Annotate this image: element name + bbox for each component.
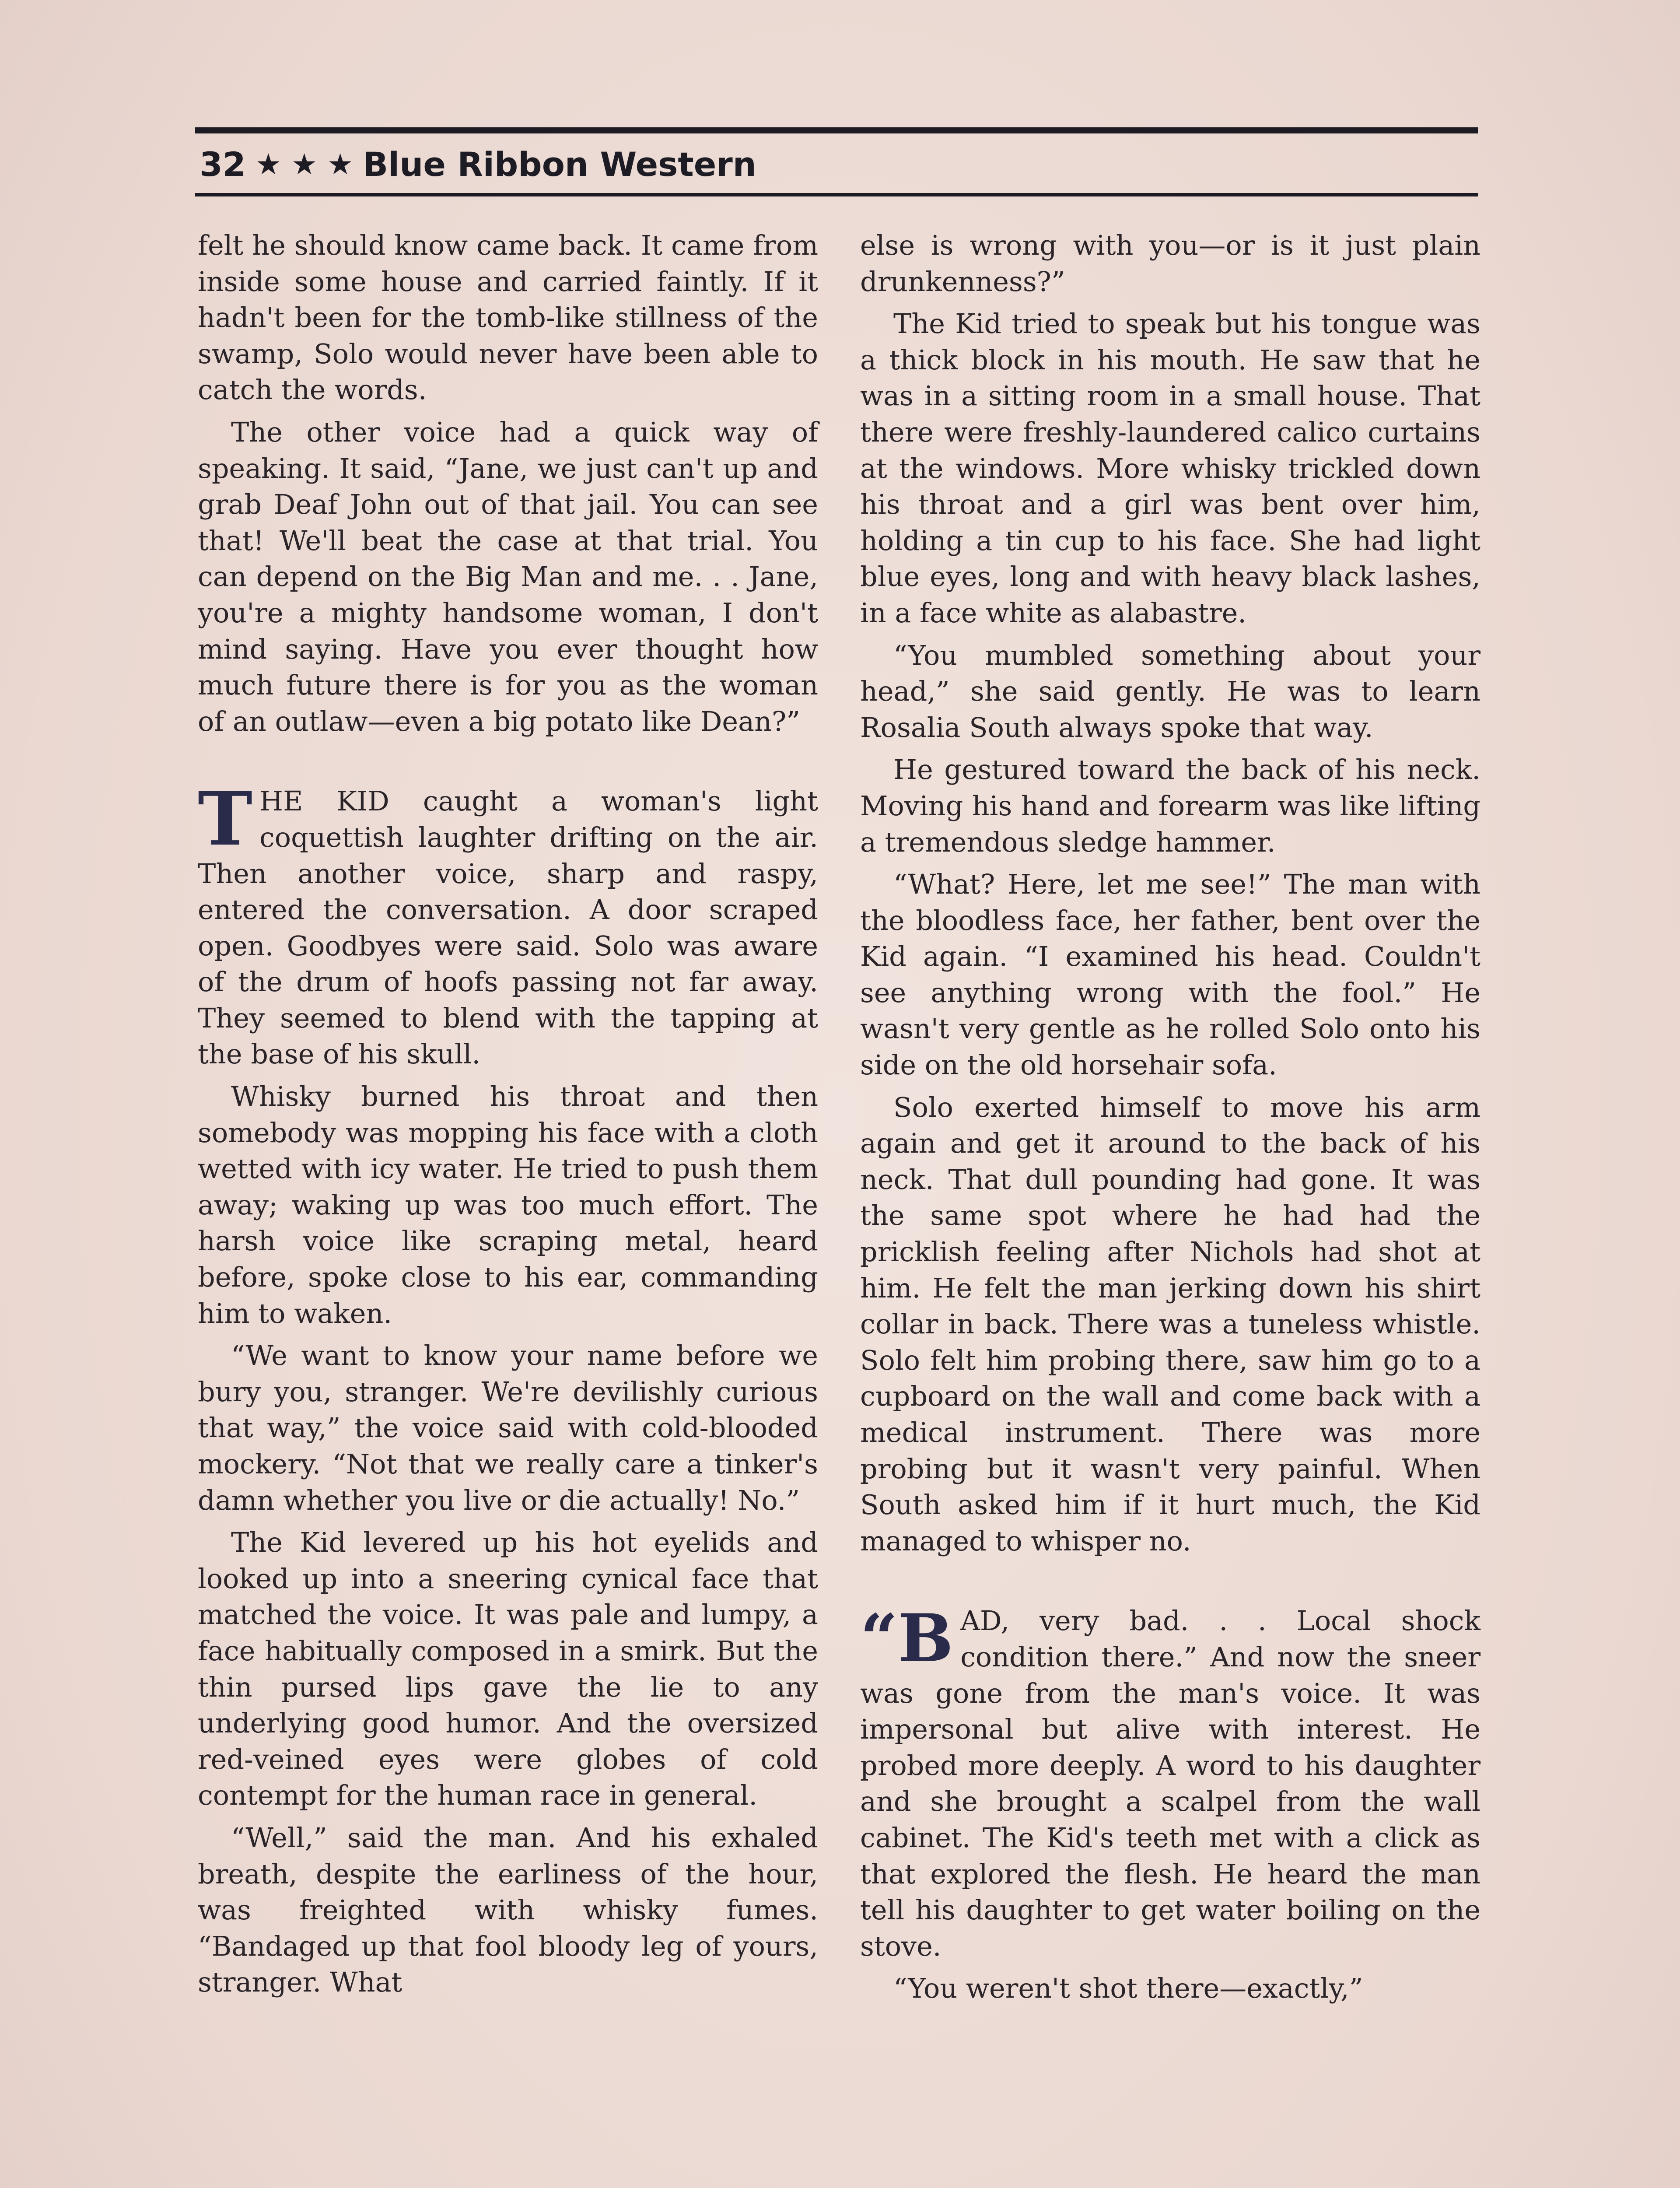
paragraph: The Kid levered up his hot eyelids and looked up into a sneering cynical face that matched the voice. It was pale and lumpy, a face habitually composed in a smirk. But the thin pursed lips gave the lie to any underlying good humor. And the oversized red-veined eyes were globes of cold contempt for the human race in general. (198, 1526, 818, 1812)
paragraph-text: AD, very bad. . . Local shock condition there.” And now the sneer was gone from the man's voice. It was impersonal but alive with interest. He probed more deeply. A word to his daughter and she brought a scalpel from the wall cabinet. The Kid's teeth met with a click as that explored the flesh. He heard the man tell his daughter to get water boiling on the stove. (860, 1605, 1480, 1962)
paragraph-text: HE KID caught a woman's light coquettish laughter drifting on the air. Then another voice, sharp and raspy, entered the conversation. A door scraped open. Goodbyes were said. Solo was aware of the drum of hoofs passing not far away. They seemed to blend with the tapping at the base of his skull. (198, 785, 818, 1070)
paragraph: The Kid tried to speak but his tongue was a thick block in his mouth. He saw that he was in a sitting room in a small house. That there were freshly-laundered calico curtains at the windows. More whisky trickled down his throat and a girl was bent over him, holding a tin cup to his face. She had light blue eyes, long and with heavy black lashes, in a face white as alabastre. (860, 308, 1480, 629)
paragraph: felt he should know came back. It came from inside some house and carried faintly. If it hadn't been for the tomb-like stillness of the swamp, Solo would never have been able to catch the words. (198, 229, 818, 406)
paragraph: Whisky burned his throat and then somebody was mopping his face with a cloth wetted with icy water. He tried to push them away; waking up was too much effort. The harsh voice like scraping metal, heard before, spoke close to his ear, commanding him to waken. (198, 1080, 818, 1329)
page-number: 32 (200, 144, 246, 184)
paragraph: “You weren't shot there—exactly,” (893, 1972, 1363, 2005)
section-paragraph (198, 775, 818, 1073)
paragraph: “Well,” said the man. And his exhaled breath, despite the earliness of the hour, was freighted with whisky fumes. “Bandaged up that fool bloody leg of yours, stranger. What (198, 1821, 818, 1999)
paragraph: else is wrong with you—or is it just plain drunkenness?” (860, 229, 1480, 298)
paragraph: The other voice had a quick way of speaking. It said, “Jane, we just can't up and grab Deaf John out of that jail. You can see that! We'll beat the case at that trial. You can depend on the Big Man and me. . . Jane, you're a mighty handsome woman, I don't mind saying. Have you ever thought how much future there is for you as the woman of an outlaw—even a big potato like Dean?” (198, 416, 818, 737)
drop-cap: T (198, 775, 253, 863)
paragraph: “We want to know your name before we bury you, stranger. We're devilishly curious that way,” the voice said with cold-blooded mockery. “Not that we really care a tinker's damn whether you live or die actually! No.” (198, 1339, 818, 1516)
right-column (860, 228, 1480, 2013)
header-rule-bottom (195, 193, 1478, 196)
section-paragraph (860, 1600, 1480, 1964)
magazine-title: Blue Ribbon Western (363, 144, 756, 184)
paragraph: “You mumbled something about your head,” she said gently. He was to learn Rosalia South always spoke that way. (860, 639, 1480, 743)
star-icons: ★ ★ ★ (255, 147, 354, 181)
header-rule-top (195, 127, 1478, 133)
paragraph: He gestured toward the back of his neck. Moving his hand and forearm was like lifting a tremendous sledge hammer. (860, 754, 1480, 858)
paragraph: “What? Here, let me see!” The man with the bloodless face, her father, bent over the Kid again. “I examined his head. Couldn't see anything wrong with the fool.” He wasn't very gentle as he rolled Solo onto his side on the old horsehair sofa. (860, 868, 1480, 1081)
running-header (200, 140, 756, 188)
paragraph: Solo exerted himself to move his arm again and get it around to the back of his neck. That dull pounding had gone. It was the same spot where he had had the pricklish feeling after Nichols had shot at him. He felt the man jerking down his shirt collar in back. There was a tuneless whistle. Solo felt him probing there, saw him go to a cupboard on the wall and come back with a medical instrument. There was more probing but it wasn't very painful. When South asked him if it hurt much, the Kid managed to whisper no. (860, 1091, 1480, 1557)
drop-cap: “B (860, 1600, 954, 1677)
left-column (198, 228, 818, 2007)
